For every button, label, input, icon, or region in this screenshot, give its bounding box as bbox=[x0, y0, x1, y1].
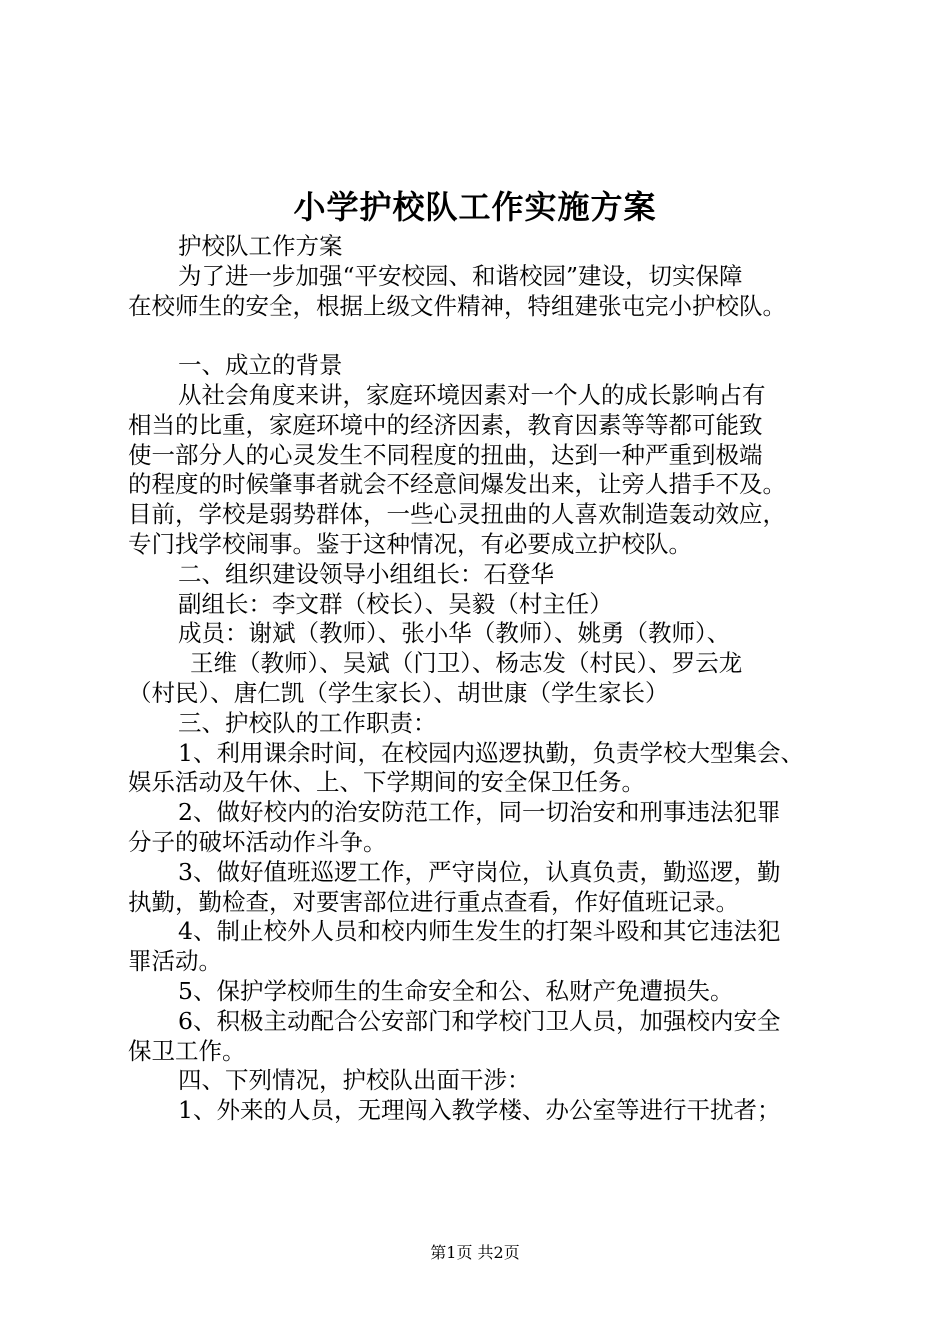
list-item: 6、积极主动配合公安部门和学校门卫人员，加强校内安全 bbox=[178, 1006, 781, 1035]
paragraph-line: 副组长：李文群（校长）、吴毅（村主任） bbox=[178, 589, 613, 618]
list-item: 执勤，勤检查，对要害部位进行重点查看，作好值班记录。 bbox=[128, 887, 739, 916]
paragraph-line: 在校师生的安全，根据上级文件精神，特组建张屯完小护校队。 bbox=[128, 291, 786, 320]
paragraph-line: 护校队工作方案 bbox=[178, 232, 343, 260]
paragraph-line: 相当的比重，家庭环境中的经济因素，教育因素等等都可能致 bbox=[128, 410, 763, 439]
list-item: 5、保护学校师生的生命安全和公、私财产免遭损失。 bbox=[178, 976, 734, 1005]
list-item: 4、制止校外人员和校内师生发生的打架斗殴和其它违法犯 bbox=[178, 917, 781, 946]
paragraph-line: 使一部分人的心灵发生不同程度的扭曲，达到一种严重到极端 bbox=[128, 440, 763, 469]
section-heading: 四、下列情况，护校队出面干涉： bbox=[178, 1066, 531, 1095]
list-item: 3、做好值班巡逻工作，严守岗位，认真负责，勤巡逻，勤 bbox=[178, 857, 781, 886]
blank-line bbox=[128, 321, 840, 351]
paragraph-line: 成员：谢斌（教师）、张小华（教师）、姚勇（教师）、 bbox=[178, 619, 731, 648]
page-footer: 第1页 共2页 bbox=[430, 1243, 520, 1262]
document-body bbox=[128, 232, 840, 1126]
list-item: 罪活动。 bbox=[128, 947, 222, 976]
list-item: 分子的破坏活动作斗争。 bbox=[128, 827, 387, 856]
paragraph-line: 从社会角度来讲，家庭环境因素对一个人的成长影响占有 bbox=[178, 380, 766, 409]
paragraph-line: 为了进一步加强“平安校园、和谐校园”建设，切实保障 bbox=[178, 261, 743, 290]
paragraph-line: 专门找学校闹事。鉴于这种情况，有必要成立护校队。 bbox=[128, 529, 692, 558]
list-item: 2、做好校内的治安防范工作，同一切治安和刑事违法犯罪 bbox=[178, 798, 781, 827]
paragraph-line: 目前，学校是弱势群体，一些心灵扭曲的人喜欢制造轰动效应， bbox=[128, 500, 786, 529]
list-item: 娱乐活动及午休、上、下学期间的安全保卫任务。 bbox=[128, 768, 645, 797]
paragraph-line: 王维（教师）、吴斌（门卫）、杨志发（村民）、罗云龙 bbox=[190, 649, 743, 678]
paragraph-line: （村民）、唐仁凯（学生家长）、胡世康（学生家长） bbox=[128, 678, 669, 707]
section-heading: 一、成立的背景 bbox=[178, 351, 343, 380]
section-heading: 二、组织建设领导小组组长：石登华 bbox=[178, 559, 554, 588]
list-item: 1、外来的人员，无理闯入教学楼、办公室等进行干扰者； bbox=[178, 1096, 781, 1125]
document-title: 小学护校队工作实施方案 bbox=[293, 188, 657, 226]
section-heading: 三、护校队的工作职责： bbox=[178, 708, 437, 737]
list-item: 1、利用课余时间，在校园内巡逻执勤，负责学校大型集会、 bbox=[178, 738, 804, 767]
paragraph-line: 的程度的时候肇事者就会不经意间爆发出来，让旁人措手不及。 bbox=[128, 470, 786, 499]
list-item: 保卫工作。 bbox=[128, 1036, 246, 1065]
